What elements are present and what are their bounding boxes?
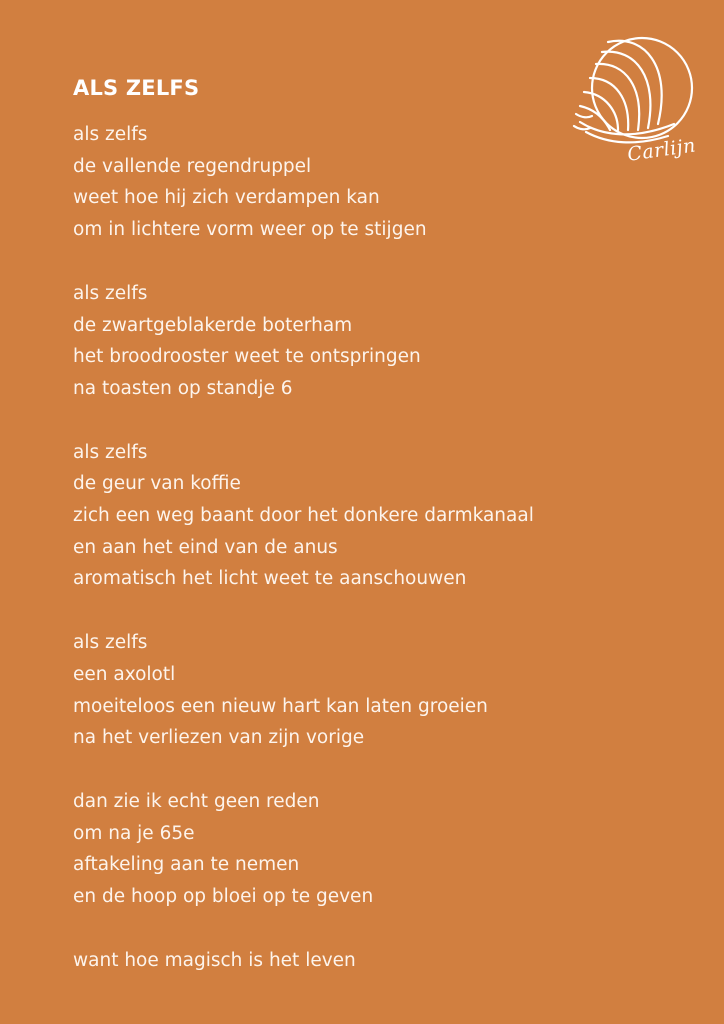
stanza-1 (73, 119, 693, 246)
poem-line: de vallende regendruppel (73, 155, 312, 177)
stanza-4 (73, 627, 693, 754)
poem-line: want hoe magisch is het leven (73, 949, 356, 971)
stanza-5 (73, 786, 693, 913)
poem-line: als zelfs (73, 282, 148, 304)
poem-line: om na je 65e (73, 822, 195, 844)
poem-line: weet hoe hij zich verdampen kan (73, 187, 380, 209)
poem-line: na het verliezen van zijn vorige (73, 727, 365, 749)
poem-line: om in lichtere vorm weer op te stijgen (73, 219, 427, 241)
poem-line: de zwartgeblakerde boterham (73, 314, 353, 336)
poem-line: na toasten op standje 6 (73, 377, 293, 399)
poem-line: als zelfs (73, 441, 148, 463)
poem-title: ALS ZELFS (73, 76, 200, 100)
poem-line: als zelfs (73, 124, 148, 145)
poem-line: de geur van koffie (73, 473, 241, 495)
poem-line: en de hoop op bloei op te geven (73, 886, 374, 908)
logo-signature: Carlijn (626, 134, 698, 166)
poem-line: het broodrooster weet te ontspringen (73, 346, 421, 368)
poem-body (73, 119, 693, 1008)
poem-line: een axolotl (73, 663, 176, 685)
poem-line: aromatisch het licht weet te aanschouwen (73, 568, 467, 590)
poem-line: dan zie ik echt geen reden (73, 790, 320, 812)
poem-line: moeiteloos een nieuw hart kan laten groeien (73, 695, 488, 717)
poem-line: aftakeling aan te nemen (73, 854, 300, 876)
stanza-3 (73, 437, 693, 596)
poem-line: en aan het eind van de anus (73, 536, 338, 558)
stanza-6 (73, 945, 693, 977)
poem-line: als zelfs (73, 632, 148, 654)
poem-line: zich een weg baant door het donkere darmkanaal (73, 505, 534, 527)
stanza-2 (73, 278, 693, 405)
